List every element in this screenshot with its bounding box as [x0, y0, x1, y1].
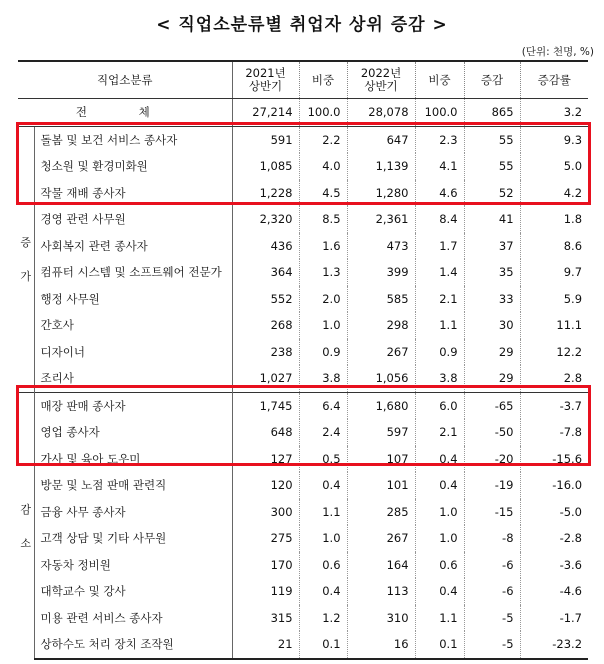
share-2021: 8.5 — [299, 206, 347, 233]
change-rate: 12.2 — [520, 339, 588, 366]
value-2022: 310 — [347, 605, 415, 632]
change-value: -20 — [464, 446, 520, 473]
change-rate: -3.6 — [520, 552, 588, 579]
value-2022: 473 — [347, 233, 415, 260]
header-change: 증감 — [464, 61, 520, 99]
value-2021: 436 — [270, 238, 293, 253]
value-2021: 315 — [270, 610, 293, 625]
table-row — [18, 180, 588, 207]
total-v2021: 27,214 — [232, 99, 299, 127]
occupation-name: 행정 사무원 — [34, 286, 232, 313]
value-2022: 101 — [347, 472, 415, 499]
table-row — [18, 206, 588, 233]
value-2021: 300 — [270, 504, 293, 519]
share-2021: 1.2 — [299, 605, 347, 632]
table-row — [18, 339, 588, 366]
group-decrease-label-char: 감 — [20, 502, 32, 516]
table-row — [18, 153, 588, 180]
value-2022: 267 — [347, 339, 415, 366]
share-2022: 1.1 — [415, 605, 464, 632]
occupation-name: 작물 재배 종사자 — [34, 180, 232, 207]
value-2021: 1,228 — [259, 185, 293, 200]
occupation-change-table — [18, 60, 588, 660]
value-2021: 364 — [270, 265, 293, 280]
header-row — [18, 61, 588, 99]
share-2022: 1.1 — [415, 312, 464, 339]
group-increase-label-char: 증 — [20, 236, 32, 249]
change-value: -5 — [464, 631, 520, 659]
value-2022: 1,056 — [347, 365, 415, 392]
value-2022: 164 — [347, 552, 415, 579]
table-row — [18, 631, 588, 659]
change-rate: -3.7 — [520, 392, 588, 419]
occupation-name: 돌봄 및 보건 서비스 종사자 — [34, 126, 232, 153]
value-2022: 647 — [347, 126, 415, 153]
share-2022: 1.7 — [415, 233, 464, 260]
change-value: 55 — [464, 153, 520, 180]
header-2021: 2021년 상반기 — [232, 61, 299, 99]
change-rate: 4.2 — [520, 180, 588, 207]
value-2022: 285 — [347, 499, 415, 526]
share-2021: 3.8 — [299, 365, 347, 392]
header-occupation: 직업소분류 — [18, 61, 232, 99]
occupation-name: 대학교수 및 강사 — [34, 578, 232, 605]
table-row — [18, 233, 588, 260]
value-2022: 1,280 — [347, 180, 415, 207]
occupation-name: 고객 상담 및 기타 사무원 — [34, 525, 232, 552]
occupation-name: 금융 사무 종사자 — [34, 499, 232, 526]
value-2021: 591 — [270, 132, 293, 147]
share-2021: 0.6 — [299, 552, 347, 579]
change-rate: -15.6 — [520, 446, 588, 473]
change-value: 29 — [464, 339, 520, 366]
table-row — [18, 578, 588, 605]
occupation-name: 컴퓨터 시스템 및 소프트웨어 전문가 — [34, 259, 232, 286]
share-2021: 2.4 — [299, 419, 347, 446]
value-2021: 1,745 — [232, 392, 299, 419]
change-value: -19 — [464, 472, 520, 499]
share-2021: 0.1 — [299, 631, 347, 659]
total-label: 전 체 — [18, 99, 232, 127]
table-row — [18, 472, 588, 499]
change-rate: -4.6 — [520, 578, 588, 605]
value-2021: 268 — [270, 318, 293, 333]
share-2021: 2.0 — [299, 286, 347, 313]
share-2022: 1.0 — [415, 499, 464, 526]
table-row — [18, 259, 588, 286]
occupation-name: 방문 및 노점 판매 관련직 — [34, 472, 232, 499]
share-2022: 0.9 — [415, 339, 464, 366]
share-2022: 1.0 — [415, 525, 464, 552]
occupation-name: 상하수도 처리 장치 조작원 — [34, 631, 232, 659]
value-2022: 107 — [347, 446, 415, 473]
occupation-name: 청소원 및 환경미화원 — [34, 153, 232, 180]
table-row — [18, 525, 588, 552]
change-rate: -7.8 — [520, 419, 588, 446]
share-2022: 8.4 — [415, 206, 464, 233]
change-value: 55 — [464, 126, 520, 153]
value-2021: 1,027 — [259, 371, 293, 386]
value-2021: 120 — [270, 478, 293, 493]
value-2022: 113 — [347, 578, 415, 605]
table-row — [18, 605, 588, 632]
group-decrease-label-char: 소 — [20, 536, 32, 550]
share-2021: 0.4 — [299, 578, 347, 605]
total-change: 865 — [464, 99, 520, 127]
value-2022: 2,361 — [347, 206, 415, 233]
value-2022: 1,680 — [347, 392, 415, 419]
share-2022: 0.4 — [415, 578, 464, 605]
change-rate: 1.8 — [520, 206, 588, 233]
value-2021: 648 — [270, 425, 293, 440]
share-2021: 1.0 — [299, 525, 347, 552]
total-row — [18, 99, 588, 127]
table-row — [18, 499, 588, 526]
occupation-name: 미용 관련 서비스 종사자 — [34, 605, 232, 632]
occupation-name: 영업 종사자 — [34, 419, 232, 446]
value-2022: 1,139 — [347, 153, 415, 180]
occupation-name: 디자이너 — [34, 339, 232, 366]
unit-note: (단위: 천명, %) — [521, 46, 594, 58]
change-rate: 5.0 — [520, 153, 588, 180]
change-value: 30 — [464, 312, 520, 339]
header-2022: 2022년 상반기 — [347, 61, 415, 99]
share-2021: 1.0 — [299, 312, 347, 339]
change-rate: -5.0 — [520, 499, 588, 526]
table-row — [18, 312, 588, 339]
total-s2021: 100.0 — [299, 99, 347, 127]
header-share-2021: 비중 — [299, 61, 347, 99]
value-2022: 298 — [347, 312, 415, 339]
change-value: 37 — [464, 233, 520, 260]
share-2022: 6.0 — [415, 392, 464, 419]
change-value: -50 — [464, 419, 520, 446]
value-2022: 597 — [347, 419, 415, 446]
change-rate: -2.8 — [520, 525, 588, 552]
value-2021: 170 — [270, 557, 293, 572]
change-value: 52 — [464, 180, 520, 207]
header-rate: 증감률 — [520, 61, 588, 99]
share-2021: 0.4 — [299, 472, 347, 499]
share-2021: 4.5 — [299, 180, 347, 207]
occupation-name: 자동차 정비원 — [34, 552, 232, 579]
table-row — [18, 392, 588, 419]
share-2022: 0.6 — [415, 552, 464, 579]
change-value: -6 — [464, 578, 520, 605]
table-row — [18, 446, 588, 473]
value-2021: 2,320 — [259, 212, 293, 227]
total-s2022: 100.0 — [415, 99, 464, 127]
value-2021: 21 — [232, 631, 299, 659]
share-2022: 4.6 — [415, 180, 464, 207]
share-2021: 0.5 — [299, 446, 347, 473]
value-2022: 585 — [347, 286, 415, 313]
value-2022: 399 — [347, 259, 415, 286]
share-2022: 0.4 — [415, 472, 464, 499]
change-value: 29 — [464, 365, 520, 392]
value-2021: 127 — [270, 451, 293, 466]
change-value: -15 — [464, 499, 520, 526]
share-2021: 1.3 — [299, 259, 347, 286]
change-rate: -16.0 — [520, 472, 588, 499]
change-rate: -1.7 — [520, 605, 588, 632]
total-v2022: 28,078 — [347, 99, 415, 127]
table-row — [18, 286, 588, 313]
share-2022: 2.1 — [415, 286, 464, 313]
share-2022: 2.1 — [415, 419, 464, 446]
share-2022: 3.8 — [415, 365, 464, 392]
share-2021: 4.0 — [299, 153, 347, 180]
share-2022: 0.1 — [415, 631, 464, 659]
occupation-name: 조리사 — [34, 365, 232, 392]
value-2021: 238 — [270, 344, 293, 359]
change-value: -6 — [464, 552, 520, 579]
value-2022: 267 — [347, 525, 415, 552]
change-rate: 2.8 — [520, 365, 588, 392]
occupation-name: 가사 및 육아 도우미 — [34, 446, 232, 473]
change-rate: -23.2 — [520, 631, 588, 659]
occupation-name: 매장 판매 종사자 — [34, 392, 232, 419]
share-2022: 0.4 — [415, 446, 464, 473]
table-row — [18, 126, 588, 153]
change-rate: 5.9 — [520, 286, 588, 313]
occupation-name: 경영 관련 사무원 — [34, 206, 232, 233]
table-row — [18, 365, 588, 392]
value-2022: 16 — [347, 631, 415, 659]
change-value: 35 — [464, 259, 520, 286]
page-title: < 직업소분류별 취업자 상위 증감 > — [156, 15, 448, 35]
total-rate: 3.2 — [520, 99, 588, 127]
value-2021: 1,085 — [259, 159, 293, 174]
share-2021: 1.6 — [299, 233, 347, 260]
change-value: -65 — [464, 392, 520, 419]
value-2021: 552 — [270, 291, 293, 306]
share-2022: 4.1 — [415, 153, 464, 180]
change-rate: 8.6 — [520, 233, 588, 260]
header-share-2022: 비중 — [415, 61, 464, 99]
occupation-name: 사회복지 관련 종사자 — [34, 233, 232, 260]
share-2021: 1.1 — [299, 499, 347, 526]
share-2021: 0.9 — [299, 339, 347, 366]
value-2021: 119 — [270, 584, 293, 599]
table-row — [18, 552, 588, 579]
change-value: -5 — [464, 605, 520, 632]
table-row — [18, 419, 588, 446]
change-rate: 9.3 — [520, 126, 588, 153]
group-increase-label-char: 가 — [20, 270, 32, 283]
change-value: -8 — [464, 525, 520, 552]
change-value: 33 — [464, 286, 520, 313]
change-rate: 11.1 — [520, 312, 588, 339]
share-2022: 1.4 — [415, 259, 464, 286]
occupation-name: 간호사 — [34, 312, 232, 339]
group-increase-label — [18, 126, 34, 392]
change-rate: 9.7 — [520, 259, 588, 286]
share-2021: 6.4 — [299, 392, 347, 419]
value-2021: 275 — [270, 531, 293, 546]
share-2021: 2.2 — [299, 126, 347, 153]
share-2022: 2.3 — [415, 126, 464, 153]
group-decrease-label — [18, 392, 34, 659]
change-value: 41 — [464, 206, 520, 233]
